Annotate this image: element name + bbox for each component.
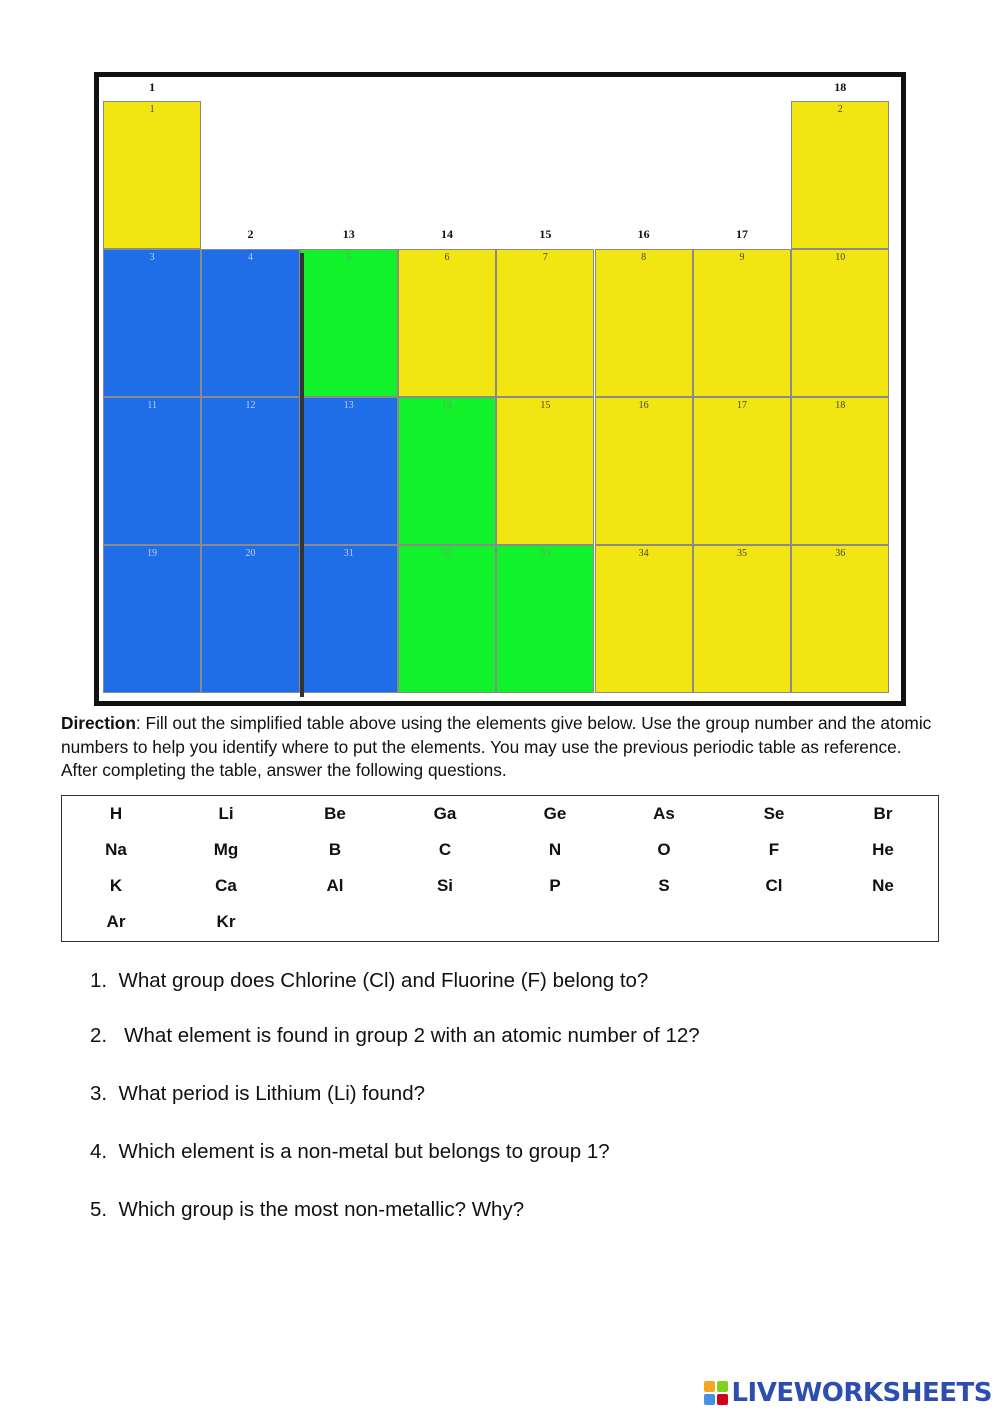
atomic-number: 13: [343, 400, 354, 411]
direction-body: : Fill out the simplified table above using the elements give below. Use the group number and the atomic numbers to help you identify where to put the elements. You may use the previous periodic table as reference. After completing the table, answer the following questions.: [61, 713, 932, 780]
element-symbol[interactable]: Ga: [433, 804, 457, 823]
atomic-number: 17: [736, 400, 747, 411]
element-symbol[interactable]: Br: [873, 804, 893, 823]
group-label-18: 18: [834, 80, 847, 94]
group-label-1: 1: [149, 80, 156, 94]
element-symbol[interactable]: Si: [436, 876, 454, 895]
element-cell-20[interactable]: [201, 545, 299, 693]
element-symbol[interactable]: Kr: [216, 912, 236, 931]
element-cell-1[interactable]: [103, 101, 201, 249]
element-symbol[interactable]: F: [768, 840, 780, 859]
question-5: 5. Which group is the most non-metallic? Why?: [90, 1198, 525, 1221]
periodic-table: [94, 72, 906, 706]
element-cell-11[interactable]: [103, 397, 201, 545]
element-symbol[interactable]: Ge: [543, 804, 567, 823]
element-cell-10[interactable]: [791, 249, 889, 397]
atomic-number: 10: [835, 252, 846, 263]
atomic-number: 20: [245, 548, 256, 559]
element-cell-36[interactable]: [791, 545, 889, 693]
group-label-14: 14: [441, 227, 454, 241]
element-cell-7[interactable]: [496, 249, 594, 397]
element-cell-16[interactable]: [595, 397, 693, 545]
element-symbol[interactable]: He: [872, 840, 894, 859]
element-cell-19[interactable]: [103, 545, 201, 693]
atomic-number: 4: [247, 252, 253, 263]
direction-label: Direction: [61, 713, 136, 733]
elements-box: [61, 795, 939, 942]
element-symbol[interactable]: S: [658, 876, 670, 895]
element-symbol[interactable]: As: [653, 804, 675, 823]
direction-text: [61, 712, 941, 783]
question-2: 2. What element is found in group 2 with an atomic number of 12?: [90, 1024, 700, 1047]
atomic-number: 36: [835, 548, 846, 559]
element-cell-4[interactable]: [201, 249, 299, 397]
group-label-17: 17: [735, 227, 748, 241]
atomic-number: 14: [442, 400, 453, 411]
atomic-number: 11: [147, 400, 157, 411]
element-cell-31[interactable]: [300, 545, 398, 693]
element-symbol[interactable]: Ar: [106, 912, 126, 931]
logo-square: [704, 1394, 715, 1405]
atomic-number: 32: [442, 548, 453, 559]
atomic-number: 5: [346, 252, 352, 263]
element-cell-34[interactable]: [595, 545, 693, 693]
atomic-number: 3: [149, 252, 155, 263]
element-cell-35[interactable]: [693, 545, 791, 693]
element-symbol[interactable]: Mg: [213, 840, 239, 859]
atomic-number: 15: [540, 400, 551, 411]
element-symbol[interactable]: Li: [218, 804, 234, 823]
element-symbol[interactable]: K: [109, 876, 123, 895]
brand-text: LIVEWORKSHEETS: [731, 1378, 992, 1408]
element-symbol[interactable]: Ca: [215, 876, 237, 895]
logo-square: [717, 1394, 728, 1405]
element-cell-32[interactable]: [398, 545, 496, 693]
element-symbol[interactable]: Se: [763, 804, 785, 823]
atomic-number: 35: [736, 548, 747, 559]
element-cell-8[interactable]: [595, 249, 693, 397]
atomic-number: 34: [638, 548, 649, 559]
element-symbol[interactable]: Cl: [765, 876, 783, 895]
element-cell-17[interactable]: [693, 397, 791, 545]
liveworksheets-logo-icon: [704, 1381, 728, 1405]
element-cell-14[interactable]: [398, 397, 496, 545]
element-symbol[interactable]: B: [328, 840, 342, 859]
element-symbol[interactable]: N: [548, 840, 562, 859]
question-1: 1. What group does Chlorine (Cl) and Fluorine (F) belong to?: [90, 969, 649, 992]
element-cell-2[interactable]: [791, 101, 889, 249]
atomic-number: 19: [147, 548, 158, 559]
element-symbol[interactable]: Na: [105, 840, 127, 859]
element-cell-12[interactable]: [201, 397, 299, 545]
element-symbol[interactable]: Ne: [872, 876, 894, 895]
atomic-number: 16: [638, 400, 649, 411]
logo-square: [717, 1381, 728, 1392]
atomic-number: 6: [444, 252, 450, 263]
brand-logo: [704, 1376, 992, 1410]
element-cell-5[interactable]: [300, 249, 398, 397]
element-cell-6[interactable]: [398, 249, 496, 397]
block-divider: [300, 253, 304, 697]
atomic-number: 2: [837, 104, 843, 115]
atomic-number: 9: [739, 252, 745, 263]
atomic-number: 33: [540, 548, 551, 559]
atomic-number: 31: [343, 548, 354, 559]
group-label-15: 15: [539, 227, 552, 241]
atomic-number: 7: [542, 252, 548, 263]
element-cell-13[interactable]: [300, 397, 398, 545]
group-label-16: 16: [637, 227, 650, 241]
element-cell-3[interactable]: [103, 249, 201, 397]
atomic-number: 18: [835, 400, 846, 411]
element-symbol[interactable]: Be: [324, 804, 346, 823]
question-4: 4. Which element is a non-metal but belongs to group 1?: [90, 1140, 610, 1163]
group-label-13: 13: [342, 227, 355, 241]
group-label-2: 2: [247, 227, 254, 241]
element-cell-15[interactable]: [496, 397, 594, 545]
element-cell-9[interactable]: [693, 249, 791, 397]
element-symbol[interactable]: H: [109, 804, 123, 823]
element-symbol[interactable]: Al: [326, 876, 344, 895]
question-3: 3. What period is Lithium (Li) found?: [90, 1082, 425, 1105]
element-symbol[interactable]: C: [438, 840, 452, 859]
element-symbol[interactable]: O: [657, 840, 671, 859]
element-cell-18[interactable]: [791, 397, 889, 545]
element-cell-33[interactable]: [496, 545, 594, 693]
atomic-number: 1: [149, 104, 155, 115]
logo-square: [704, 1381, 715, 1392]
atomic-number: 12: [245, 400, 256, 411]
atomic-number: 8: [641, 252, 647, 263]
element-symbol[interactable]: P: [549, 876, 561, 895]
